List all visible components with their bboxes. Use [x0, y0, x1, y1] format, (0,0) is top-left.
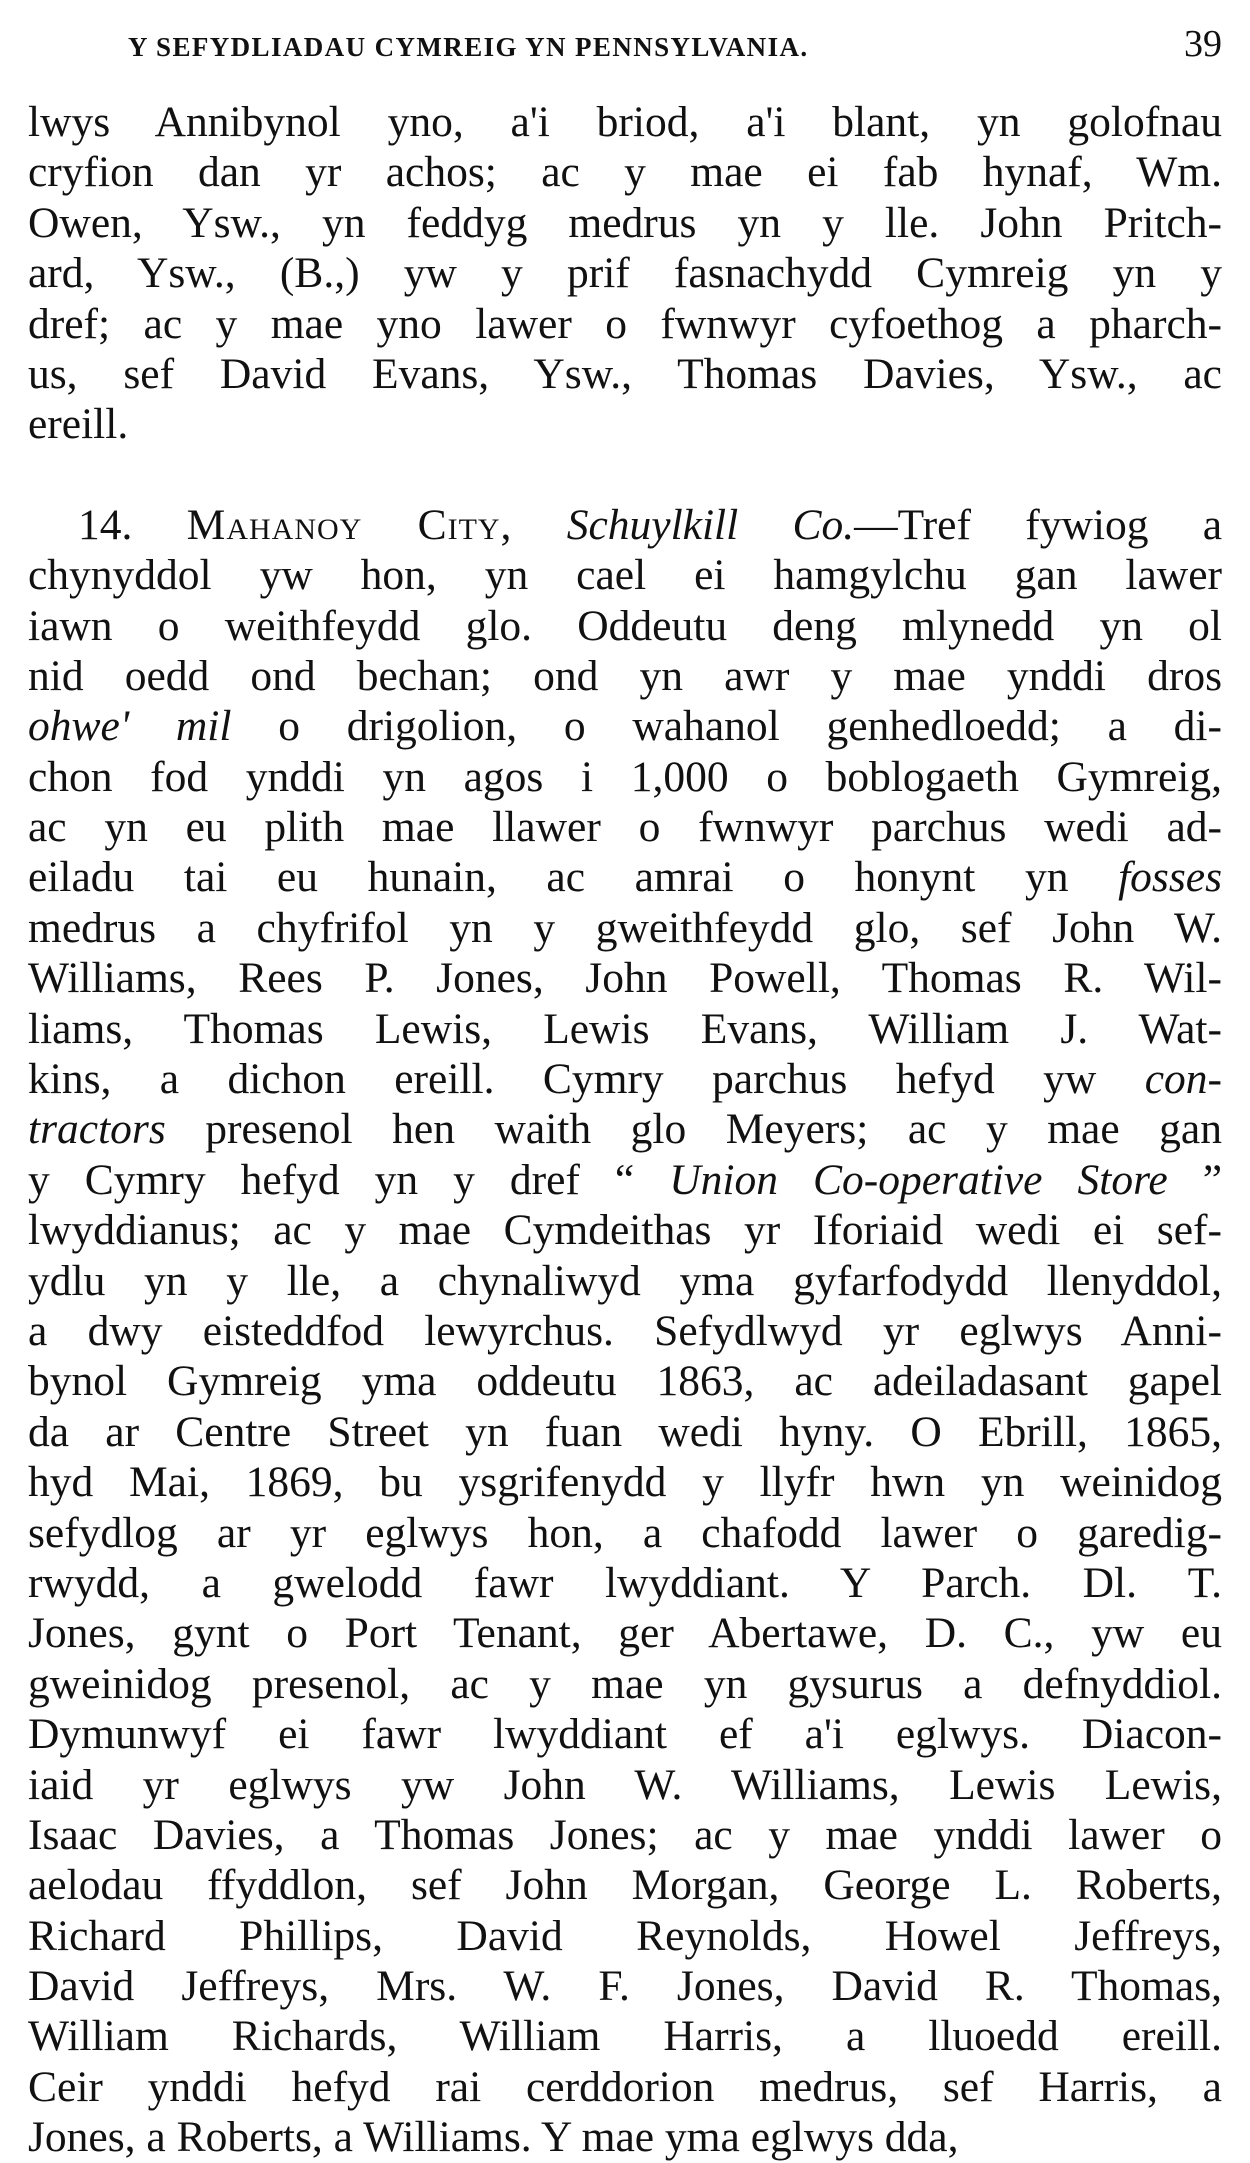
text-run: Ceir ynddi hefyd rai cerddorion medrus, sef Harris, a: [28, 2062, 1222, 2111]
italic-text: Union Co-operative Store: [669, 1155, 1168, 1204]
text-run: sefydlog ar yr eglwys hon, a chafodd lawer o garedig-: [28, 1508, 1222, 1557]
text-run: William Richards, William Harris, a lluoedd ereill.: [28, 2012, 1222, 2061]
text-run: presenol hen waith glo Meyers; ac y mae gan: [165, 1105, 1222, 1154]
text-run: iawn o weithfeydd glo. Oddeutu deng mlynedd yn ol: [28, 601, 1222, 650]
text-run: [512, 501, 566, 549]
text-run: da ar Centre Street yn fuan wedi hyny. O Ebrill, 1865,: [28, 1407, 1222, 1456]
text-line: [28, 1760, 1222, 1810]
text-run: chon fod ynddi yn agos i 1,000 o boblogaeth Gymreig,: [28, 752, 1222, 801]
text-line: [28, 550, 1222, 600]
text-run: Owen, Ysw., yn feddyg medrus yn y lle. John Pritch-: [28, 198, 1222, 247]
text-line: [28, 1356, 1222, 1406]
text-run: ereill.: [28, 400, 129, 449]
text-run: ac yn eu plith mae llawer o fwnwyr parchus wedi ad-: [28, 803, 1222, 852]
text-line: [28, 1407, 1222, 1457]
text-run: 14.: [78, 500, 187, 549]
text-line: [28, 97, 1222, 147]
text-line: [28, 500, 1222, 550]
italic-text: ohwe' mil: [28, 702, 232, 751]
text-run: dref; ac y mae yno lawer o fwnwyr cyfoethog a pharch-: [28, 299, 1222, 348]
text-line: [28, 147, 1222, 197]
paragraph: [28, 500, 1222, 2163]
text-line: [28, 1306, 1222, 1356]
paragraph: [28, 97, 1222, 450]
text-run: y Cymry hefyd yn y dref “: [28, 1155, 670, 1204]
text-run: Richard Phillips, David Reynolds, Howel Jeffreys,: [28, 1911, 1222, 1960]
text-run: us, sef David Evans, Ysw., Thomas Davies, Ysw., ac: [28, 349, 1222, 398]
text-run: kins, a dichon ereill. Cymry parchus hefyd yw: [28, 1055, 1145, 1104]
text-line: [28, 1709, 1222, 1759]
text-line: [28, 1508, 1222, 1558]
text-line: [28, 248, 1222, 298]
body-text: [28, 97, 1222, 2163]
text-line: [28, 299, 1222, 349]
text-line: [28, 852, 1222, 902]
text-line: [28, 752, 1222, 802]
running-head: [28, 22, 1222, 70]
text-line: [28, 1205, 1222, 1255]
text-line: [28, 198, 1222, 248]
text-run: nid oedd ond bechan; ond yn awr y mae ynddi dros: [28, 651, 1222, 700]
text-line: [28, 1256, 1222, 1306]
text-run: iaid yr eglwys yw John W. Williams, Lewis Lewis,: [28, 1760, 1222, 1809]
text-line: [28, 2112, 1222, 2162]
text-line: [28, 1961, 1222, 2011]
text-line: [28, 701, 1222, 751]
text-run: liams, Thomas Lewis, Lewis Evans, William J. Wat-: [28, 1004, 1222, 1053]
text-run: Jones, gynt o Port Tenant, ger Abertawe, D. C., yw eu: [28, 1609, 1222, 1658]
text-line: [28, 1054, 1222, 1104]
text-line: [28, 399, 1222, 449]
text-line: [28, 802, 1222, 852]
text-line: [28, 651, 1222, 701]
text-run: gweinidog presenol, ac y mae yn gysurus a defnyddiol.: [28, 1659, 1222, 1708]
text-line: [28, 1810, 1222, 1860]
text-line: [28, 601, 1222, 651]
text-run: chynyddol yw hon, yn cael ei hamgylchu gan lawer: [28, 551, 1222, 600]
text-line: [28, 1457, 1222, 1507]
text-run: lwyddianus; ac y mae Cymdeithas yr Iforiaid wedi ei sef-: [28, 1206, 1222, 1255]
text-run: Jones, a Roberts, a Williams. Y mae yma eglwys dda,: [28, 2113, 959, 2162]
book-page: [28, 22, 1222, 2163]
text-line: [28, 1911, 1222, 1961]
text-line: [28, 1155, 1222, 1205]
text-line: [28, 903, 1222, 953]
text-run: Williams, Rees P. Jones, John Powell, Thomas R. Wil-: [28, 954, 1222, 1003]
text-run: ard, Ysw., (B.,) yw y prif fasnachydd Cymreig yn y: [28, 249, 1222, 298]
text-line: [28, 1608, 1222, 1658]
text-run: ydlu yn y lle, a chynaliwyd yma gyfarfodydd llenyddol,: [28, 1256, 1222, 1305]
text-run: rwydd, a gwelodd fawr lwyddiant. Y Parch. Dl. T.: [28, 1558, 1222, 1607]
text-line: [28, 1558, 1222, 1608]
text-run: Isaac Davies, a Thomas Jones; ac y mae ynddi lawer o: [28, 1810, 1222, 1859]
text-run: o drigolion, o wahanol genhedloedd; a di-: [231, 702, 1222, 751]
text-line: [28, 1860, 1222, 1910]
page-number: 39: [1184, 23, 1222, 65]
text-run: eiladu tai eu hunain, ac amrai o honynt yn: [28, 853, 1119, 902]
running-title: Y SEFYDLIADAU CYMREIG YN PENNSYLVANIA.: [128, 32, 809, 62]
text-run: ”: [1167, 1155, 1223, 1204]
paragraph-gap: [28, 450, 1222, 500]
text-run: a dwy eisteddfod lewyrchus. Sefydlwyd yr eglwys Anni-: [28, 1306, 1222, 1355]
text-run: bynol Gymreig yma oddeutu 1863, ac adeiladasant gapel: [28, 1357, 1222, 1406]
italic-text: tractors: [28, 1105, 166, 1154]
text-line: [28, 2062, 1222, 2112]
text-line: [28, 2011, 1222, 2061]
text-run: cryfion dan yr achos; ac y mae ei fab hynaf, Wm.: [28, 148, 1222, 197]
text-run: hyd Mai, 1869, bu ysgrifenydd y llyfr hwn yn weinidog: [28, 1458, 1222, 1507]
text-line: [28, 1004, 1222, 1054]
italic-text: fosses: [1118, 853, 1222, 902]
text-line: [28, 1659, 1222, 1709]
place-name: Mahanoy City,: [186, 500, 513, 549]
text-line: [28, 349, 1222, 399]
text-run: lwys Annibynol yno, a'i briod, a'i blant, yn golofnau: [28, 98, 1222, 146]
text-run: Dymunwyf ei fawr lwyddiant ef a'i eglwys. Diacon-: [28, 1710, 1222, 1759]
italic-text: Schuylkill Co.: [566, 500, 855, 549]
text-run: medrus a chyfrifol yn y gweithfeydd glo, sef John W.: [28, 903, 1222, 952]
text-run: —Tref fywiog a: [854, 500, 1223, 549]
text-line: [28, 1104, 1222, 1154]
text-run: David Jeffreys, Mrs. W. F. Jones, David R. Thomas,: [28, 1962, 1222, 2011]
text-run: aelodau ffyddlon, sef John Morgan, George L. Roberts,: [28, 1861, 1222, 1910]
italic-text: con-: [1144, 1055, 1222, 1104]
text-line: [28, 953, 1222, 1003]
